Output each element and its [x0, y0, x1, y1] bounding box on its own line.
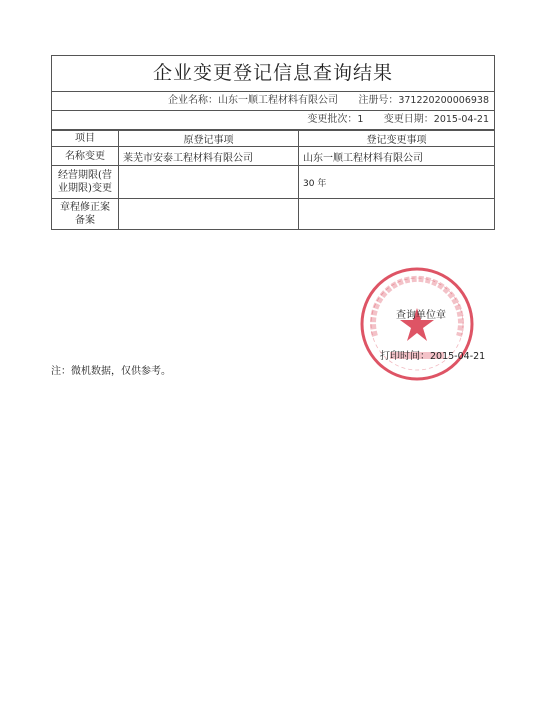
print-time [380, 347, 485, 362]
footer-note: 注：微机数据，仅供参考。 [51, 366, 171, 377]
result-sheet [51, 55, 495, 230]
registration-number: 371220200006938 [398, 95, 489, 106]
change-date-value: 2015-04-21 [433, 114, 489, 125]
company-info-row [52, 92, 494, 111]
header-original: 原登记事项 [119, 131, 299, 147]
change-info-row [52, 111, 494, 130]
table-row [52, 166, 494, 199]
change-table [52, 130, 494, 229]
official-seal-stamp [357, 264, 477, 384]
batch-label: 变更批次： [307, 114, 358, 125]
row-original [119, 166, 299, 199]
row-item: 章程修正案备案 [52, 199, 119, 230]
row-changed: 30 年 [299, 166, 495, 199]
table-row [52, 147, 494, 166]
header-item: 项目 [52, 131, 119, 147]
seal-label: 查询单位章 [396, 310, 446, 321]
print-time-label: 打印时间： [380, 351, 430, 362]
row-original [119, 199, 299, 230]
row-changed: 山东一顺工程材料有限公司 [299, 147, 495, 166]
table-header-row [52, 131, 494, 147]
row-item: 经营期限(营业期限)变更 [52, 166, 119, 199]
header-changed: 登记变更事项 [299, 131, 495, 147]
change-date-label: 变更日期： [383, 114, 434, 125]
registration-label: 注册号： [358, 95, 399, 106]
page-title: 企业变更登记信息查询结果 [52, 56, 494, 92]
batch-value: 1 [357, 114, 364, 125]
row-item: 名称变更 [52, 147, 119, 166]
company-name-value: 山东一顺工程材料有限公司 [217, 95, 338, 106]
company-name-label: 企业名称： [167, 95, 218, 106]
table-row [52, 199, 494, 230]
print-time-value: 2015-04-21 [430, 351, 486, 362]
row-changed [299, 199, 495, 230]
row-original: 莱芜市安泰工程材料有限公司 [119, 147, 299, 166]
